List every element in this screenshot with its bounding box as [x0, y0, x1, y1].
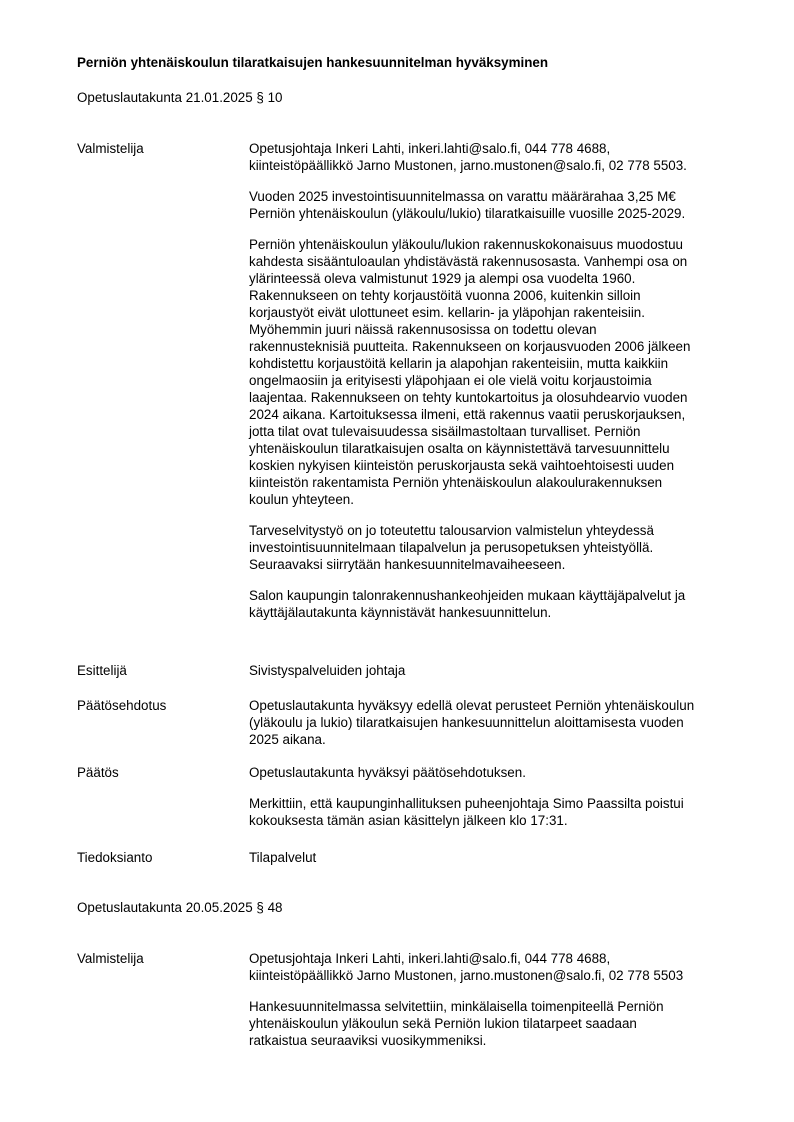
valmistelija-label: Valmistelija	[77, 951, 144, 966]
paatos-label: Päätös	[77, 765, 119, 780]
paatosehdotus-label: Päätösehdotus	[77, 698, 167, 713]
needs-assessment-paragraph: Tarveselvitystyö on jo toteutettu talousarvion valmistelun yhteydessä investointisuunnitelmaan tilapalvelun ja perusopetuksen yhteistyöllä. Seuraavaksi siirrytään hankesuunnitelmavaiheeseen.	[249, 523, 654, 572]
project-plan-paragraph: Hankesuunnitelmassa selvitettiin, minkälaisella toimenpiteellä Perniön yhtenäiskoulun yläkoulun sekä Perniön lukion tilatarpeet saadaan ratkaistua seuraaviksi vuosikymmeniksi.	[249, 999, 664, 1048]
guidelines-paragraph: Salon kaupungin talonrakennushankeohjeiden mukaan käyttäjäpalvelut ja käyttäjälautakunta käynnistävät hankesuunnittelun.	[249, 588, 686, 620]
valmistelija-label: Valmistelija	[77, 141, 144, 156]
building-description-paragraph: Perniön yhtenäiskoulun yläkoulu/lukion rakennuskokonaisuus muodostuu kahdesta sisääntuloaulan yhdistävästä rakennusosasta. Vanhempi osa on ylärinteessä oleva valmistunut 1929 ja alempi osa vuodelta 1960. Rakennukseen on tehty korjaustöitä vuonna 2006, kuitenkin silloin korjaustyöt eivät ulottuneet esim. kellarin- ja yläpohjan rakenteisiin. Myöhemmin juuri näissä rakennusosissa on todettu olevan rakennusteknisiä puutteita. Rakennukseen on korjausvuoden 2006 jälkeen kohdistettu korjaustöitä kellarin ja alapohjan rakenteisiin, mutta kaikkiin ongelmaosiin ja erityisesti yläpohjaan ei ole vielä voitu korjaustoimia laajentaa. Rakennukseen on tehty kuntokartoitus ja olosuhdearvio vuoden 2024 aikana. Kartoituksessa ilmeni, että rakennus vaatii peruskorjauksen, jotta tilat ovat tulevaisuudessa sisäilmastoltaan turvalliset. Perniön yhtenäiskoulun tilaratkaisujen osalta on käynnistettävä tarvesuunnittelu koskien nykyisen kiinteistön peruskorjausta sekä vaihtoehtoisesti uuden kiinteistön rakentamista Perniön yhtenäiskoulun alakoulurakennuksen koulun yhteyteen.	[249, 237, 691, 507]
esittelija-value: Sivistyspalveluiden johtaja	[249, 663, 406, 678]
investment-paragraph: Vuoden 2025 investointisuunnitelmassa on varattu määrärahaa 3,25 M€ Perniön yhtenäiskoulun (yläkoulu/lukio) tilaratkaisuille vuosille 2025-2029.	[249, 189, 686, 221]
meeting-heading-2: Opetuslautakunta 20.05.2025 § 48	[77, 900, 283, 915]
tiedoksianto-label: Tiedoksianto	[77, 850, 153, 865]
valmistelija-content	[249, 140, 737, 621]
meeting-heading-1: Opetuslautakunta 21.01.2025 § 10	[77, 90, 283, 105]
tiedoksianto-value: Tilapalvelut	[249, 850, 317, 865]
document-title: Perniön yhtenäiskoulun tilaratkaisujen hankesuunnitelman hyväksyminen	[77, 55, 549, 70]
esittelija-label: Esittelijä	[77, 663, 127, 678]
valmistelija-contact: Opetusjohtaja Inkeri Lahti, inkeri.lahti@salo.fi, 044 778 4688, kiinteistöpäällikkö Jarno Mustonen, jarno.mustonen@salo.fi, 02 778 5503	[249, 951, 684, 983]
merkittiin-text: Merkittiin, että kaupunginhallituksen puheenjohtaja Simo Paassilta poistui kokouksesta tämän asian käsittelyn jälkeen klo 17:31.	[249, 796, 684, 828]
paatos-text: Opetuslautakunta hyväksyi päätösehdotuksen.	[249, 765, 526, 780]
valmistelija-contact: Opetusjohtaja Inkeri Lahti, inkeri.lahti@salo.fi, 044 778 4688, kiinteistöpäällikkö Jarno Mustonen, jarno.mustonen@salo.fi, 02 778 5503.	[249, 141, 687, 173]
paatosehdotus-text: Opetuslautakunta hyväksyy edellä olevat perusteet Perniön yhtenäiskoulun (yläkoulu ja lukio) tilaratkaisujen hankesuunnittelun aloittamisesta vuoden 2025 aikana.	[249, 698, 695, 747]
